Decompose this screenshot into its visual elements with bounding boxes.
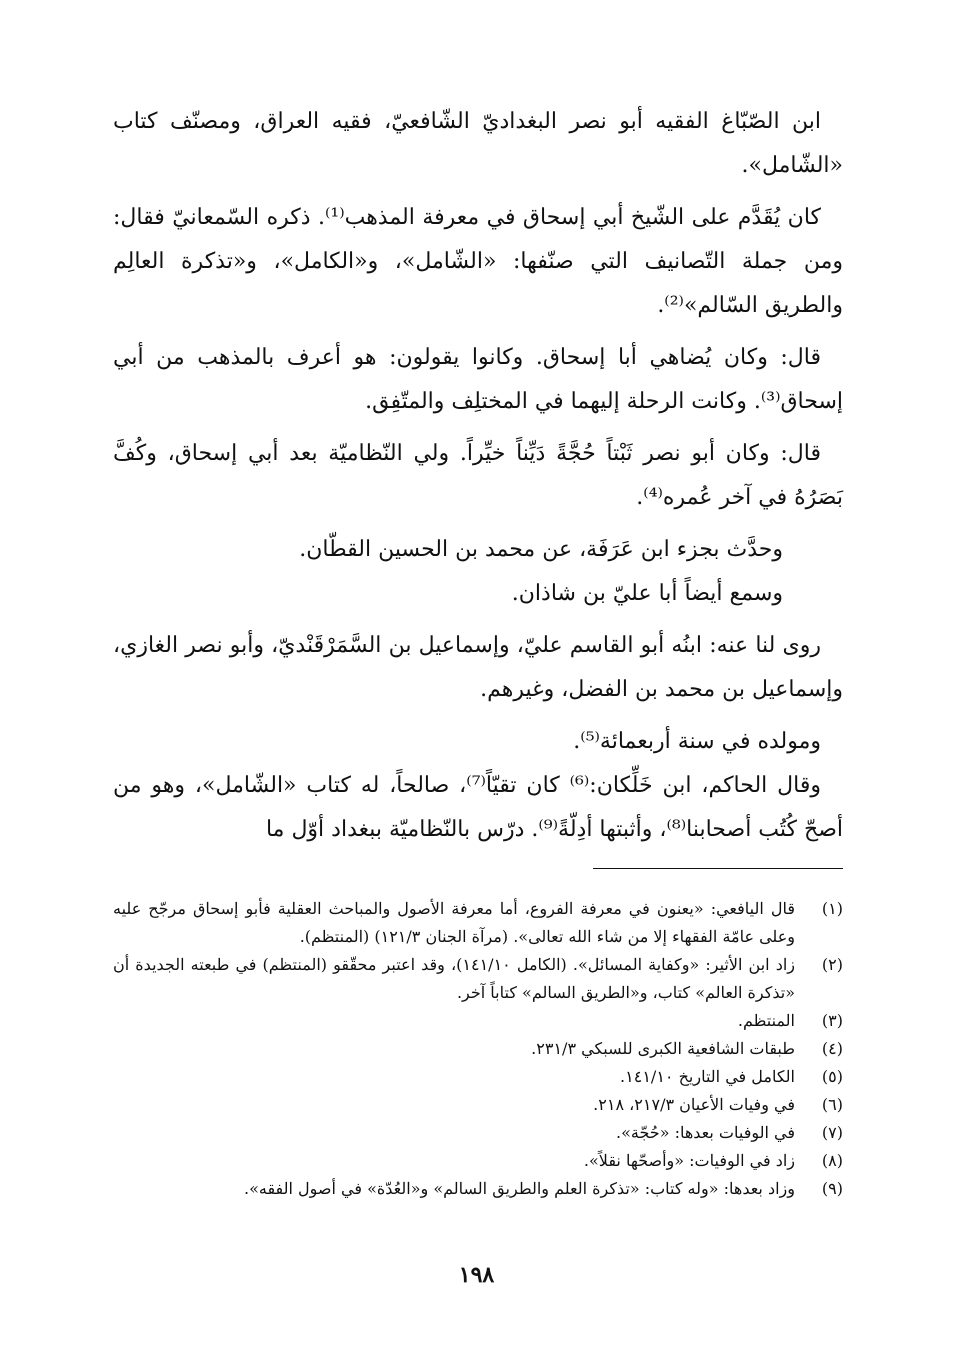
footnote-number: (٢) [821,955,843,974]
main-text [113,100,843,860]
footnote [113,1175,843,1203]
footnote-number: (٦) [821,1095,843,1114]
footnote [113,1035,843,1063]
footnote-number: (١) [821,899,843,918]
footnote [113,1147,843,1175]
footnote-text: وزاد بعدها: «وله كتاب: «تذكرة العلم والطريق السالم» و«العُدّة» في أصول الفقه». [243,1179,795,1198]
paragraph-heard: وسمع أيضاً أبا عليّ بن شاذان. [511,581,783,606]
footnote [113,1091,843,1119]
paragraph-nizamiyya: قال: وكان أبو نصر ثَبْتاً حُجَّةً دَيِّناً خيِّراً. ولي النّظاميّة بعد أبي إسحاق، وكُفَّ بَصَرُهُ في آخر عُمره⁽⁴⁾. [113,441,843,510]
paragraph-hadith: وحدَّث بجزء ابن عَرَفَة، عن محمد بن الحسين القطّان. [299,537,783,562]
footnote-number: (٧) [821,1123,843,1142]
footnote-text: المنتظم. [737,1011,795,1030]
footnote-number: (٣) [821,1011,843,1030]
footnote-text: زاد في الوفيات: «وأصحّها نقلاً». [583,1151,795,1170]
footnote-divider [593,868,843,869]
footnote-text: في الوفيات بعدها: «حُجّة». [616,1123,795,1142]
paragraph-hakim: وقال الحاكم، ابن خَلِّكان:⁽⁶⁾ كان تقيّاً⁽⁷⁾، صالحاً، له كتاب «الشّامل»، وهو من أصحّ كُتُب أصحابنا⁽⁸⁾، وأثبتها أدِلّةً⁽⁹⁾. درّس بالنّظاميّة ببغداد أوّل ما [113,773,843,842]
footnote-number: (٥) [821,1067,843,1086]
footnote-number: (٤) [821,1039,843,1058]
footnote [113,1119,843,1147]
paragraph-birth: ومولده في سنة أربعمائة⁽⁵⁾. [573,729,821,754]
footnote-text: في وفيات الأعيان ٢١٧/٣، ٢١٨. [593,1095,795,1114]
footnote [113,1063,843,1091]
paragraph-abu-ishaq: قال: وكان يُضاهي أبا إسحاق. وكانوا يقولون: هو أعرف بالمذهب من أبي إسحاق⁽³⁾. وكانت الرحلة إليهما في المختلِف والمتّفِق. [113,345,843,414]
footnote [113,1007,843,1035]
page-number: ١٩٨ [458,1262,495,1288]
footnote-text: قال اليافعي: «يعنون في معرفة الفروع، أما معرفة الأصول والمباحث العقلية فأبو إسحاق مرجّح عليه وعلى عامّة الفقهاء إلا من شاء الله تعالى». (مرآة الجنان ١٢١/٣) (المنتظم). [113,899,795,946]
footnote [113,951,843,1007]
footnote [113,895,843,951]
footnote-number: (٨) [821,1151,843,1170]
footnote-text: طبقات الشافعية الكبرى للسبكي ٢٣١/٣. [531,1039,795,1058]
footnote-text: زاد ابن الأثير: «وكفاية المسائل». (الكامل ١٤١/١٠)، وقد اعتبر محقّقو (المنتظم) في طبعته الجديدة أن «تذكرة العالم» كتاب، و«الطريق السالم» كتاباً آخر. [113,955,796,1002]
paragraph-samani: كان يُقَدَّم على الشّيخ أبي إسحاق في معرفة المذهب⁽¹⁾. ذكره السّمعانيّ فقال: ومن جملة التّصانيف التي صنّفها: «الشّامل»، و«الكامل»، و«تذكرة العالِم والطريق السّالم»⁽²⁾. [113,205,843,318]
paragraph-narrators: روى لنا عنه: ابنُه أبو القاسم عليّ، وإسماعيل بن السَّمَرْقَنْديّ، وأبو نصر الغازي، وإسماعيل بن محمد بن الفضل، وغيرهم. [113,633,843,702]
footnotes [113,895,843,1203]
paragraph-intro: ابن الصّبّاغ الفقيه أبو نصر البغداديّ الشّافعيّ، فقيه العراق، ومصنّف كتاب «الشّامل». [113,109,843,178]
footnote-text: الكامل في التاريخ ١٤١/١٠. [620,1067,795,1086]
footnote-number: (٩) [821,1179,843,1198]
